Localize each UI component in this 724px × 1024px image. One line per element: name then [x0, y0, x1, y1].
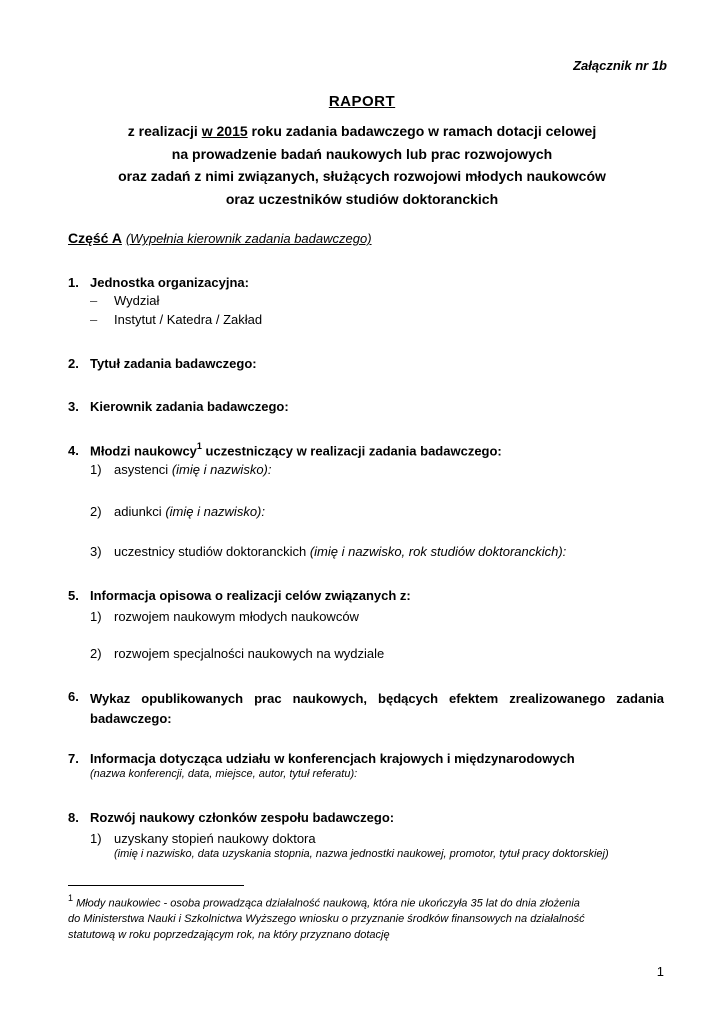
section-7-title: Informacja dotycząca udziału w konferencjach krajowych i międzynarodowych: [90, 751, 575, 766]
section-4-item: [90, 462, 272, 477]
item-text: uczestnicy studiów doktoranckich: [114, 544, 310, 559]
section-3-heading: [68, 399, 289, 414]
section-4-item: [90, 544, 566, 559]
item-note: (imię i nazwisko):: [171, 462, 272, 477]
section-5-heading: [68, 588, 411, 603]
document-title: RAPORT: [328, 93, 396, 110]
section-3-title: Kierownik zadania badawczego:: [90, 399, 289, 414]
section-1-item: [90, 293, 159, 308]
section-5-item: [90, 646, 384, 661]
section-7-heading: [68, 751, 575, 766]
item-note: (imię i nazwisko):: [165, 504, 265, 519]
item-number: 1): [90, 462, 102, 477]
section-4-number: 4.: [68, 443, 79, 459]
dash-bullet: –: [90, 293, 98, 308]
subtitle-line-2: na prowadzenie badań naukowych lub prac rozwojowych: [171, 145, 553, 162]
part-heading: [68, 230, 372, 246]
subtitle-year: w 2015: [201, 123, 248, 139]
item-text: rozwojem naukowym młodych naukowców: [114, 609, 359, 624]
section-1-heading: [68, 275, 249, 290]
item-number: 1): [90, 609, 102, 624]
section-5-number: 5.: [68, 588, 79, 603]
section-1-item-text: Instytut / Katedra / Zakład: [114, 312, 263, 327]
section-1-item-text: Wydział: [114, 293, 160, 308]
subtitle-line-1-post: roku zadania badawczego w ramach dotacji celowej: [247, 123, 597, 139]
section-2-heading: [68, 356, 257, 371]
subtitle-line-1-pre: z realizacji: [127, 123, 202, 139]
section-6-title: Wykaz opublikowanych prac naukowych, będących efektem zrealizowanego zadania badawczego:: [90, 691, 664, 726]
item-text: uzyskany stopień naukowy doktora: [114, 831, 316, 846]
dash-bullet: –: [90, 312, 98, 327]
item-number: 2): [90, 646, 102, 661]
section-1-title: Jednostka organizacyjna:: [90, 275, 249, 290]
section-2-title: Tytuł zadania badawczego:: [90, 356, 257, 371]
section-8-heading: [68, 810, 394, 825]
section-6-heading: [68, 689, 664, 729]
section-3-number: 3.: [68, 399, 79, 414]
item-text: rozwojem specjalności naukowych na wydziale: [114, 646, 385, 661]
section-5-item: [90, 609, 359, 624]
section-6-number: 6.: [68, 689, 79, 704]
footnote-line-1: [68, 892, 668, 912]
section-8-number: 8.: [68, 810, 79, 825]
item-text: adiunkci: [114, 504, 166, 519]
section-4-title: Młodzi naukowcy: [90, 443, 197, 459]
section-8-title: Rozwój naukowy członków zespołu badawczego:: [90, 810, 395, 825]
footnote-text-1: Młody naukowiec - osoba prowadząca działalność naukową, która nie ukończyła 35 lat do dnia złożenia: [76, 897, 580, 910]
item-note: (imię i nazwisko, rok studiów doktoranckich):: [309, 544, 567, 559]
section-4-item: [90, 504, 265, 519]
section-5-title: Informacja opisowa o realizacji celów związanych z:: [90, 588, 411, 603]
footnote-separator: [68, 885, 244, 886]
section-8-item: [90, 831, 316, 846]
item-text: asystenci: [114, 462, 172, 477]
section-1-number: 1.: [68, 275, 79, 290]
annex-label: Załącznik nr 1b: [573, 58, 667, 73]
section-8-item-note: (imię i nazwisko, data uzyskania stopnia, nazwa jednostki naukowej, promotor, tytuł pracy doktorskiej): [114, 848, 609, 860]
item-number: 2): [90, 504, 102, 519]
item-number: 3): [90, 544, 102, 559]
footnote-reference: 1: [196, 441, 202, 451]
section-1-item: [90, 312, 262, 327]
section-2-number: 2.: [68, 356, 79, 371]
page-number: 1: [656, 964, 664, 979]
document-subtitle: [0, 120, 724, 210]
subtitle-line-4: oraz uczestników studiów doktoranckich: [225, 190, 499, 207]
section-4-heading: [68, 442, 502, 458]
footnote-mark: 1: [68, 893, 74, 903]
footnote-line-2: do Ministerstwa Nauki i Szkolnictwa Wyższego wniosku o przyznanie środków finansowych na działalność: [68, 913, 585, 926]
subtitle-line-3: oraz zadań z nimi związanych, służących rozwojowi młodych naukowców: [118, 168, 606, 184]
item-number: 1): [90, 831, 102, 846]
footnote: [68, 892, 668, 943]
section-4-title-rest: uczestniczący w realizacji zadania badawczego:: [201, 443, 502, 459]
section-7-number: 7.: [68, 751, 79, 766]
part-label: Część A: [68, 230, 122, 246]
footnote-line-3: statutową w roku poprzedzającym rok, na który przyznano dotację: [68, 928, 390, 941]
part-note: (Wypełnia kierownik zadania badawczego): [125, 231, 372, 246]
subtitle-line-1: [0, 120, 724, 143]
section-7-note: (nazwa konferencji, data, miejsce, autor, tytuł referatu):: [90, 768, 358, 780]
